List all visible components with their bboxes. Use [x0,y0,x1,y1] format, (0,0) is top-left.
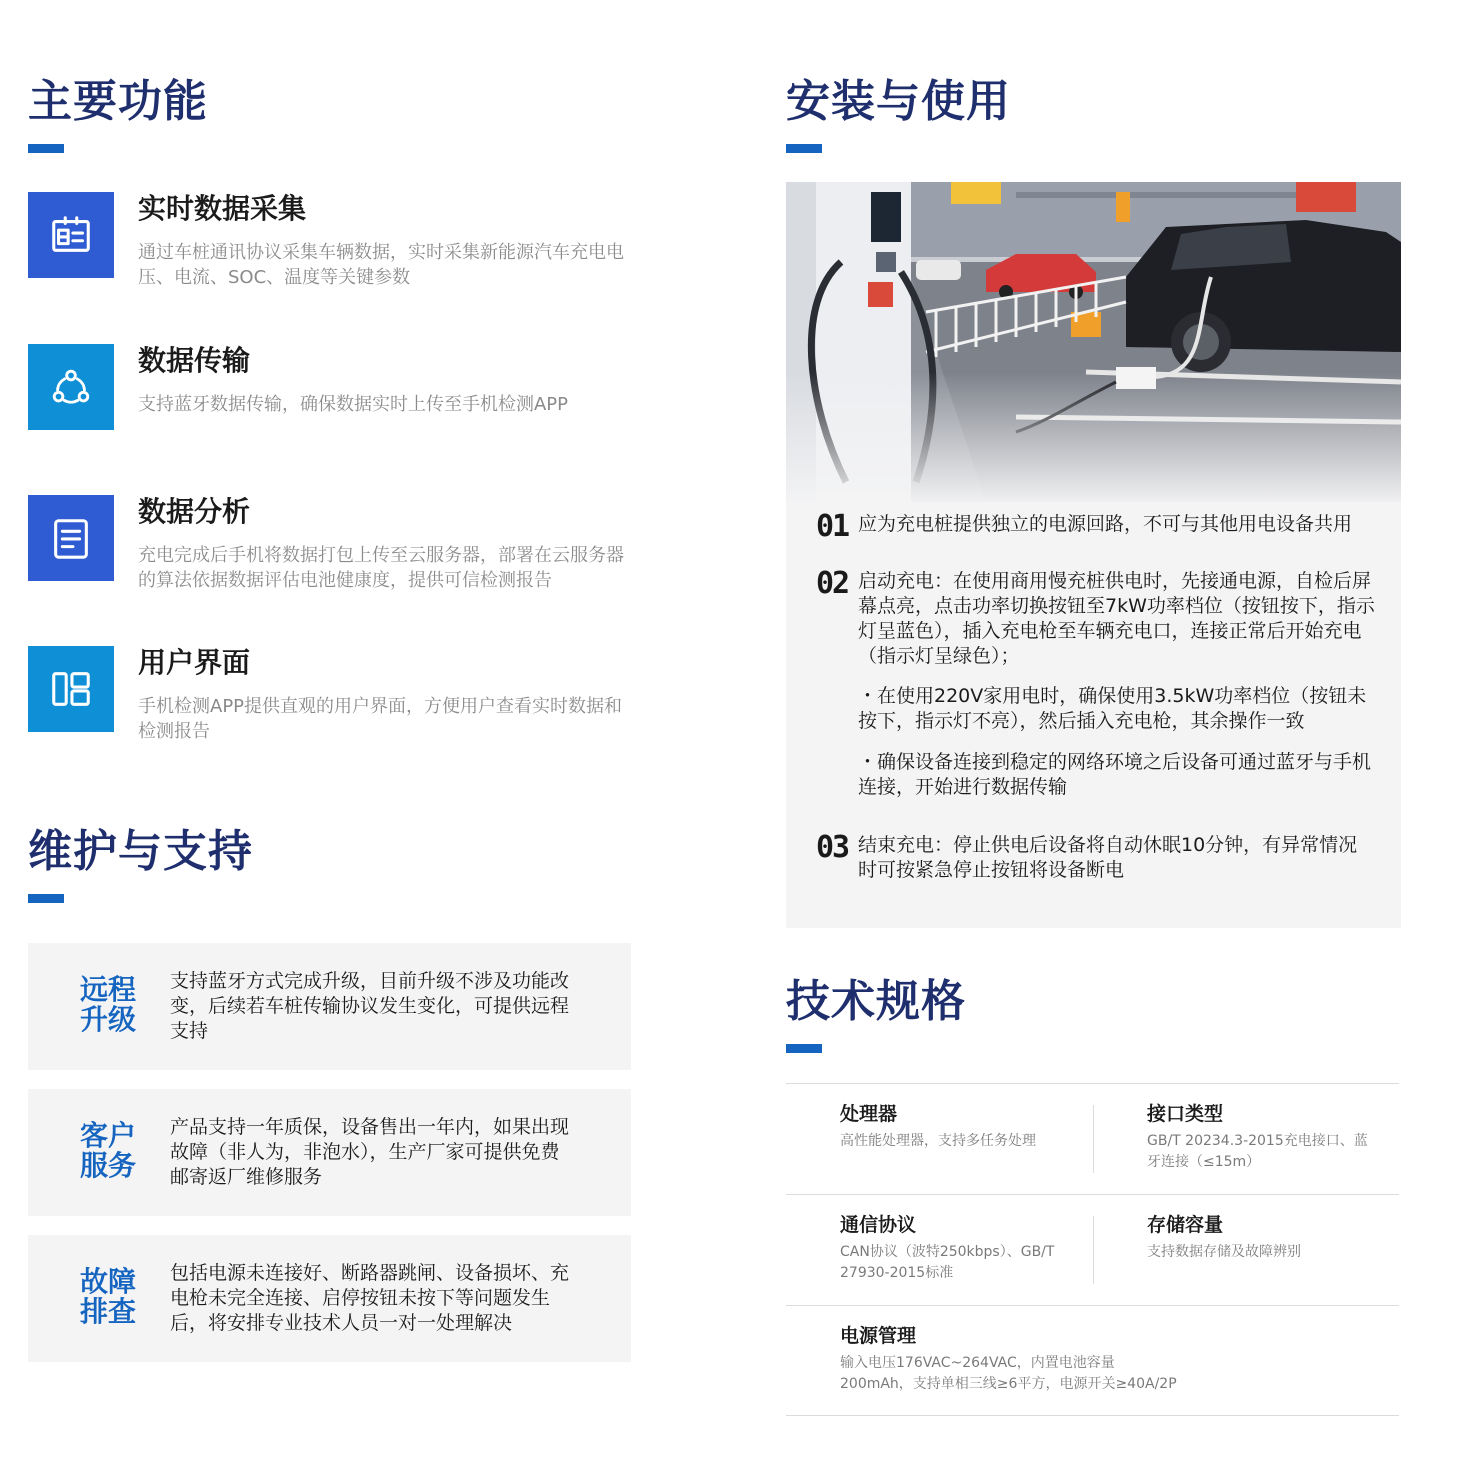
title-underline [28,894,64,903]
feature-user-interface [28,646,648,746]
share-network-icon [28,344,114,430]
step-number: 03 [816,830,849,865]
support-card-troubleshooting [28,1235,631,1362]
divider [1093,1105,1094,1173]
feature-title: 实时数据采集 [138,192,307,225]
step-text: 启动充电：在使用商用慢充桩供电时，先接通电源，自检后屏幕点亮，点击功率切换按钮至7kW功率档位（按钮按下，指示灯呈蓝色），插入充电枪至车辆充电口，连接正常后开始充电（指示灯呈绿色）； [858,570,1375,667]
spec-title: 接口类型 [1147,1103,1224,1125]
divider [786,1305,1399,1306]
feature-realtime-collection [28,192,648,292]
id-card-icon [28,192,114,278]
install-panel [786,182,1401,928]
document-icon [28,495,114,581]
main-features-title: 主要功能 [28,76,208,127]
layout-icon [28,646,114,732]
support-desc: 产品支持一年质保，设备售出一年内，如果出现故障（非人为，非泡水），生产厂家可提供免费邮寄返厂维修服务 [170,1116,570,1188]
support-desc: 包括电源未连接好、断路器跳闸、设备损坏、充电枪未完全连接、启停按钮未按下等问题发生后，将安排专业技术人员一对一处理解决 [170,1262,570,1334]
spec-title: 通信协议 [840,1214,917,1236]
install-title: 安装与使用 [786,76,1011,127]
feature-desc: 手机检测APP提供直观的用户界面，方便用户查看实时数据和检测报告 [138,696,623,742]
support-card-remote-upgrade [28,943,631,1070]
step-number: 02 [816,566,849,601]
feature-desc: 通过车桩通讯协议采集车辆数据，实时采集新能源汽车充电电压、电流、SOC、温度等关键参数 [138,242,624,288]
step-text: 结束充电：停止供电后设备将自动休眠10分钟，有异常情况时可按紧急停止按钮将设备断电 [858,834,1358,881]
divider [786,1415,1399,1416]
title-underline [786,144,822,153]
specs-title: 技术规格 [786,976,966,1027]
spec-title: 处理器 [840,1103,898,1125]
spec-desc: 支持数据存储及故障辨别 [1147,1244,1301,1260]
title-underline [28,144,64,153]
spec-desc: CAN协议（波特250kbps）、GB/T 27930-2015标准 [840,1244,1055,1281]
divider [1093,1216,1094,1284]
install-bullet: ・在使用220V家用电时，确保使用3.5kW功率档位（按钮未按下，指示灯不亮），然后插入充电枪，其余操作一致 [858,685,1367,732]
step-text: 应为充电桩提供独立的电源回路，不可与其他用电设备共用 [858,513,1353,535]
spec-desc: GB/T 20234.3-2015充电接口、蓝牙连接（≤15m） [1147,1133,1368,1170]
feature-title: 数据分析 [138,495,251,528]
feature-data-transmission [28,344,648,444]
feature-desc: 充电完成后手机将数据打包上传至云服务器，部署在云服务器的算法依据数据评估电池健康度，提供可信检测报告 [138,545,624,591]
install-bullet: ・确保设备连接到稳定的网络环境之后设备可通过蓝牙与手机连接，开始进行数据传输 [858,751,1372,798]
charging-station-photo [786,182,1401,502]
support-desc: 支持蓝牙方式完成升级，目前升级不涉及功能改变，后续若车桩传输协议发生变化，可提供远程支持 [170,970,570,1042]
divider [786,1194,1399,1195]
spec-desc: 输入电压176VAC~264VAC，内置电池容量200mAh，支持单相三线≥6平方，电源开关≥40A/2P [840,1355,1177,1392]
support-title: 维护与支持 [28,826,253,877]
support-card-customer-service [28,1089,631,1216]
divider [786,1083,1399,1084]
spec-title: 存储容量 [1147,1214,1224,1236]
support-label: 故障排查 [80,1265,137,1328]
feature-data-analysis [28,495,648,595]
title-underline [786,1044,822,1053]
feature-title: 数据传输 [138,344,251,377]
spec-title: 电源管理 [840,1325,917,1347]
spec-desc: 高性能处理器，支持多任务处理 [840,1133,1036,1149]
feature-desc: 支持蓝牙数据传输，确保数据实时上传至手机检测APP [138,394,569,415]
support-label: 远程升级 [80,973,137,1036]
feature-title: 用户界面 [138,646,251,679]
support-label: 客户服务 [80,1119,137,1182]
step-number: 01 [816,509,849,544]
